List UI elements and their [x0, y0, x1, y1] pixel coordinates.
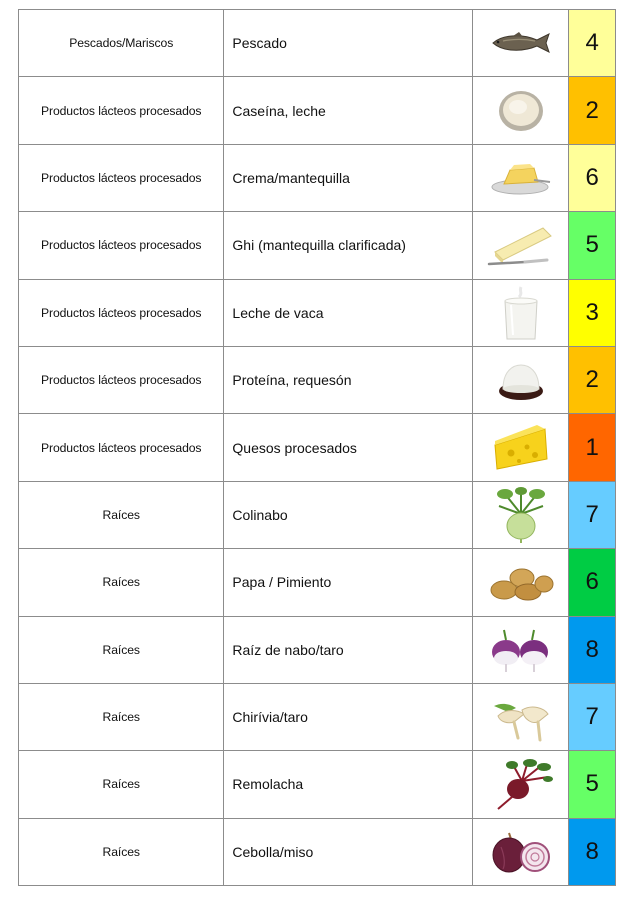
table-row	[19, 212, 616, 279]
food-name-cell: Ghi (mantequilla clarificada)	[224, 212, 473, 279]
food-name-cell: Chirívia/taro	[224, 683, 473, 750]
food-name-cell: Remolacha	[224, 751, 473, 818]
score-cell: 7	[569, 481, 616, 548]
parsnips-icon	[488, 692, 554, 742]
butter-dish-icon	[490, 160, 552, 196]
category-cell: Productos lácteos procesados	[19, 77, 224, 144]
table-row	[19, 818, 616, 885]
score-cell: 8	[569, 616, 616, 683]
table-row	[19, 144, 616, 211]
potatoes-icon	[488, 562, 554, 602]
score-cell: 8	[569, 818, 616, 885]
category-cell: Productos lácteos procesados	[19, 414, 224, 481]
food-name-cell: Proteína, requesón	[224, 346, 473, 413]
cheese-wedge-icon	[491, 423, 551, 473]
cottage-cheese-icon	[495, 357, 547, 403]
category-cell: Pescados/Mariscos	[19, 10, 224, 77]
category-cell: Raíces	[19, 818, 224, 885]
onions-icon	[489, 827, 553, 877]
fish-icon	[489, 30, 553, 56]
milk-glass-icon	[499, 285, 543, 341]
food-name-cell: Pescado	[224, 10, 473, 77]
food-name-cell: Crema/mantequilla	[224, 144, 473, 211]
category-cell: Raíces	[19, 751, 224, 818]
table-row	[19, 616, 616, 683]
score-cell: 3	[569, 279, 616, 346]
food-name-cell: Papa / Pimiento	[224, 549, 473, 616]
food-name-cell: Raíz de nabo/taro	[224, 616, 473, 683]
food-name-cell: Cebolla/miso	[224, 818, 473, 885]
turnips-icon	[488, 626, 554, 674]
category-cell: Productos lácteos procesados	[19, 346, 224, 413]
casein-plate-icon	[496, 89, 546, 133]
food-table	[18, 9, 616, 886]
score-cell: 5	[569, 212, 616, 279]
score-cell: 2	[569, 77, 616, 144]
score-cell: 1	[569, 414, 616, 481]
table-row	[19, 481, 616, 548]
score-cell: 7	[569, 683, 616, 750]
table-row	[19, 751, 616, 818]
category-cell: Productos lácteos procesados	[19, 212, 224, 279]
score-cell: 2	[569, 346, 616, 413]
food-name-cell: Caseína, leche	[224, 77, 473, 144]
table-row	[19, 549, 616, 616]
table-row	[19, 279, 616, 346]
category-cell: Raíces	[19, 481, 224, 548]
score-cell: 4	[569, 10, 616, 77]
score-cell: 5	[569, 751, 616, 818]
score-cell: 6	[569, 144, 616, 211]
table-row	[19, 77, 616, 144]
table-row	[19, 346, 616, 413]
butter-knife-icon	[485, 222, 557, 268]
score-cell: 6	[569, 549, 616, 616]
food-name-cell: Leche de vaca	[224, 279, 473, 346]
table-row	[19, 10, 616, 77]
kohlrabi-icon	[491, 486, 551, 544]
food-name-cell: Quesos procesados	[224, 414, 473, 481]
category-cell: Raíces	[19, 683, 224, 750]
table-row	[19, 414, 616, 481]
table-row	[19, 683, 616, 750]
category-cell: Raíces	[19, 549, 224, 616]
food-name-cell: Colinabo	[224, 481, 473, 548]
category-cell: Raíces	[19, 616, 224, 683]
category-cell: Productos lácteos procesados	[19, 279, 224, 346]
beetroot-icon	[488, 755, 554, 813]
category-cell: Productos lácteos procesados	[19, 144, 224, 211]
